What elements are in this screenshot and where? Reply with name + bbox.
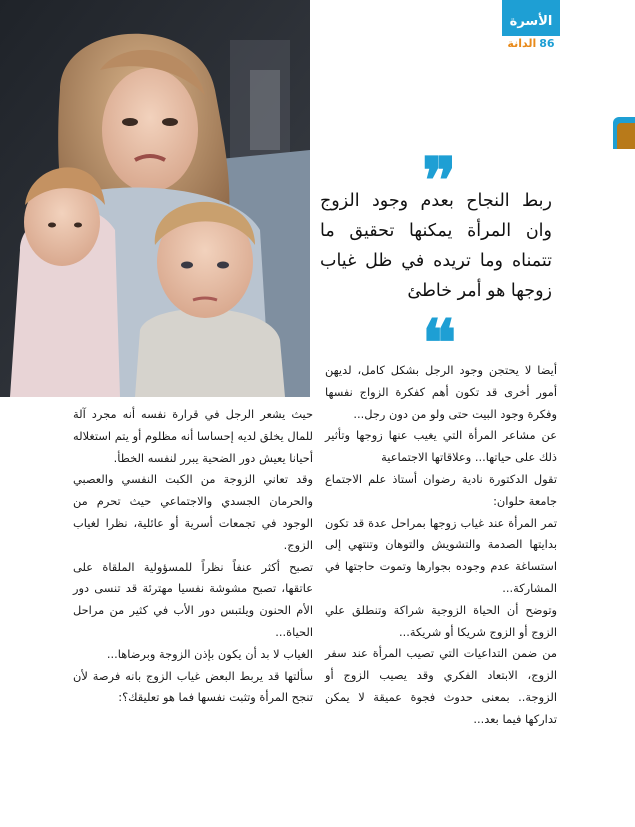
- header-bar: [502, 34, 560, 50]
- close-quote-icon: ❝: [422, 312, 457, 352]
- paragraph: الغياب لا بد أن يكون بإذن الزوجة وبرضاها...: [106, 646, 313, 661]
- page-number: 86: [539, 36, 555, 50]
- pull-quote: [320, 186, 552, 306]
- pull-quote-line: زوجها هو أمر خاطئ: [407, 281, 552, 301]
- pull-quote-line: ربط النجاح بعدم وجود الزوج: [320, 191, 552, 211]
- magazine-logo: الدانة: [507, 36, 537, 50]
- section-header: [502, 0, 560, 50]
- article-column-right: [325, 360, 557, 731]
- open-quote-icon: ❞: [422, 150, 457, 190]
- photo-illustration: [0, 0, 310, 397]
- pull-quote-line: تتمناه وما تريده في ظل غياب: [320, 251, 552, 271]
- paragraph: عن مشاعر المرأة التي يغيب عنها زوجها وتأثير ذلك على حياتها... وعلاقاتها الاجتماعية: [325, 428, 557, 465]
- paragraph: وتوضح أن الحياة الزوجية شراكة وتنطلق علي الزوج أو الزوج شريكا أو شريكة...: [325, 602, 557, 639]
- side-tab-marker: [613, 117, 635, 149]
- pull-quote-line: وان المرأة يمكنها تحقيق ما: [320, 221, 552, 241]
- section-title: الأسرة: [509, 14, 553, 29]
- paragraph: تمر المرأة عند غياب زوجها بمراحل عدة قد تكون بدايتها الصدمة والتشويش والتوهان وتنتهي إلى استساغة عدم وجوده بجوارها وتموت حاجتها في المشاركة...: [325, 515, 557, 595]
- article-column-left: [73, 404, 313, 709]
- paragraph: وقد تعاني الزوجة من الكبت النفسي والعصبي والحرمان الجسدي والاجتماعي حيث تحرم من الوجود في تجمعات أسرية أو عائلية، نظرا لغياب الزوج.: [73, 472, 313, 552]
- paragraph: أيضا لا يحتجن وجود الرجل بشكل كامل، لديهن أمور أخرى قد تكون أهم كفكرة الزواج نفسها وفكرة وجود البيت حتى ولو من دون رجل...: [325, 363, 557, 421]
- paragraph: من ضمن التداعيات التي تصيب المرأة عند سفر الزوج، الابتعاد الفكري وقد يصيب الزوج أو الزوجة.. بمعنى حدوث فجوة عميقة لا يمكن تداركها فيما بعد...: [325, 646, 557, 726]
- paragraph: حيث يشعر الرجل في قرارة نفسه أنه مجرد آلة للمال يخلق لديه إحساسا أنه مظلوم أو يتم استغلاله أحيانا يعيش دور الضحية يبرر لنفسه الخطأ.: [73, 407, 313, 465]
- paragraph: تقول الدكتورة نادية رضوان أستاذ علم الاجتماع جامعة حلوان:: [325, 471, 557, 508]
- paragraph: سألتها قد يربط البعض غياب الزوج بانه فرصة لأن تنجح المرأة وتثبت نفسها فما هو تعليقك؟:: [73, 668, 313, 705]
- paragraph: تصبح أكثر عنفاً نظراً للمسؤولية الملقاة على عاتقها، تصبح مشوشة نفسيا مهترئة قد تنسى دور الأم الحنون ويلتبس دور الأب في كثير من مراحل الحياة...: [73, 559, 313, 639]
- mother-children-photo: [0, 0, 310, 397]
